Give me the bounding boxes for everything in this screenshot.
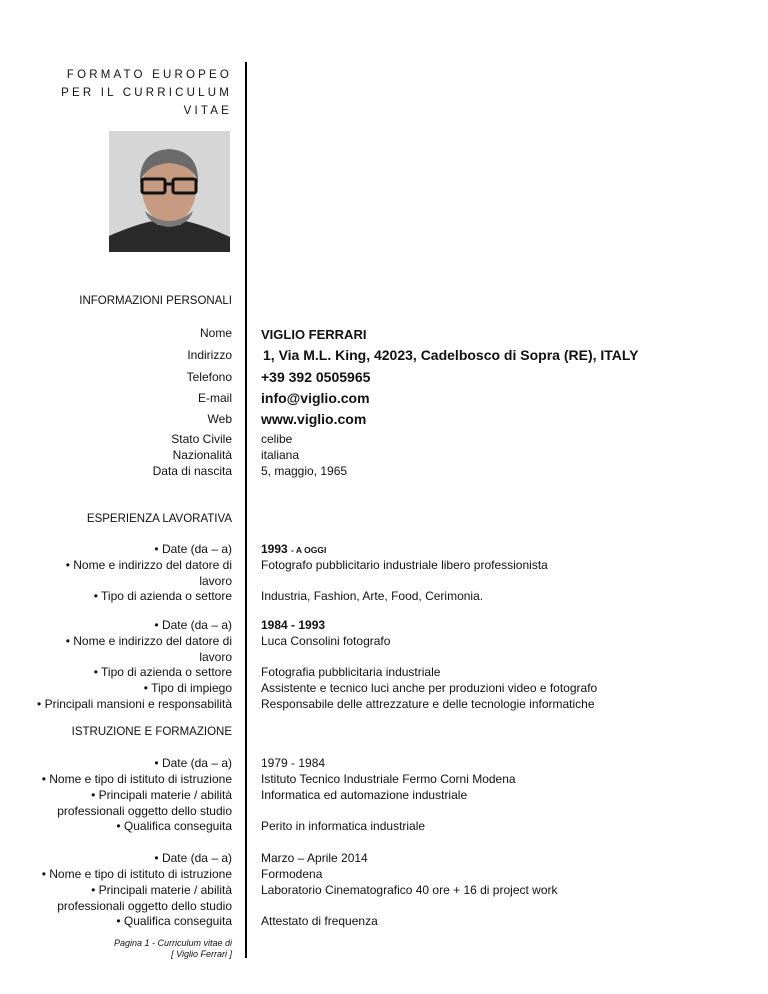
edu2-qualification-value: Attestato di frequenza (261, 914, 378, 928)
web-value: www.viglio.com (261, 411, 367, 427)
job2-employer-label: • Nome e indirizzo del datore di lavoro (65, 634, 232, 664)
job1-employer-label: • Nome e indirizzo del datore di lavoro (65, 558, 232, 588)
edu1-institute-label: • Nome e tipo di istituto di istruzione (41, 772, 232, 786)
email-label: E-mail (197, 391, 232, 405)
job2-duties-value: Responsabile delle attrezzature e delle tecnologie informatiche (261, 697, 595, 711)
job2-sector-label: • Tipo di azienda o settore (93, 665, 232, 679)
email-value: info@viglio.com (261, 390, 370, 406)
job2-employer-value: Luca Consolini fotografo (261, 634, 391, 648)
job1-employer-value: Fotografo pubblicitario industriale libero professionista (261, 558, 548, 572)
footer-line-1: Pagina 1 - Curriculum vitae di (113, 938, 232, 948)
birth-date-label: Data di nascita (152, 464, 232, 478)
nationality-value: italiana (261, 448, 300, 462)
footer-line-2: [ Viglio Ferrari ] (171, 949, 232, 959)
birth-date-value: 5, maggio, 1965 (261, 464, 348, 478)
edu2-institute-value: Formodena (261, 867, 323, 881)
page-footer (114, 938, 232, 960)
section-title-experience: ESPERIENZA LAVORATIVA (86, 513, 232, 525)
job2-dates-label: • Date (da – a) (154, 618, 232, 632)
edu1-subjects-value: Informatica ed automazione industriale (261, 788, 468, 802)
job1-dates-value (261, 541, 326, 558)
job2-dates-value: 1984 - 1993 (261, 618, 326, 632)
job1-sector-value: Industria, Fashion, Arte, Food, Cerimonia. (261, 589, 484, 603)
title-line-2: PER IL CURRICULUM (61, 87, 232, 99)
edu1-dates-value: 1979 - 1984 (261, 756, 326, 770)
edu1-institute-value: Istituto Tecnico Industriale Fermo Corni Modena (261, 772, 516, 786)
section-title-education: ISTRUZIONE E FORMAZIONE (71, 726, 232, 738)
nationality-label: Nazionalità (172, 448, 232, 462)
phone-value: +39 392 0505965 (261, 369, 371, 385)
edu2-dates-label: • Date (da – a) (154, 851, 232, 865)
edu1-dates-label: • Date (da – a) (154, 756, 232, 770)
title-line-1: FORMATO EUROPEO (66, 69, 232, 81)
edu1-qualification-value: Perito in informatica industriale (261, 819, 426, 833)
name-value: VIGLIO FERRARI (261, 327, 367, 342)
address-label: Indirizzo (187, 348, 232, 362)
title-line-3: VITAE (183, 105, 232, 117)
profile-photo (109, 131, 230, 252)
job1-sector-label: • Tipo di azienda o settore (93, 589, 232, 603)
job2-duties-label: • Principali mansioni e responsabilità (37, 697, 232, 711)
web-label: Web (207, 412, 232, 426)
name-label: Nome (199, 326, 232, 340)
job1-dates-start: 1993 (261, 542, 288, 556)
civil-status-label: Stato Civile (171, 432, 232, 446)
civil-status-value: celibe (261, 432, 293, 446)
edu2-qualification-label: • Qualifica conseguita (116, 914, 232, 928)
job1-dates-label: • Date (da – a) (154, 542, 232, 556)
section-title-personal: INFORMAZIONI PERSONALI (79, 295, 232, 307)
edu2-subjects-label: • Principali materie / abilità professionali oggetto dello studio (57, 883, 232, 913)
job2-sector-value: Fotografia pubblicitaria industriale (261, 665, 441, 679)
edu2-dates-value: Marzo – Aprile 2014 (261, 851, 368, 865)
edu1-subjects-label: • Principali materie / abilità professionali oggetto dello studio (57, 788, 232, 818)
job1-dates-suffix: - A OGGI (291, 545, 327, 555)
edu2-institute-label: • Nome e tipo di istituto di istruzione (41, 867, 232, 881)
vertical-divider (245, 62, 247, 958)
edu1-qualification-label: • Qualifica conseguita (116, 819, 232, 833)
phone-label: Telefono (186, 370, 232, 384)
job2-employment-label: • Tipo di impiego (143, 681, 232, 695)
edu2-subjects-value: Laboratorio Cinematografico 40 ore + 16 di project work (261, 883, 558, 897)
job2-employment-value: Assistente e tecnico luci anche per produzioni video e fotografo (261, 681, 598, 695)
address-value: 1, Via M.L. King, 42023, Cadelbosco di Sopra (RE), ITALY (263, 347, 639, 363)
document-title (61, 66, 232, 120)
